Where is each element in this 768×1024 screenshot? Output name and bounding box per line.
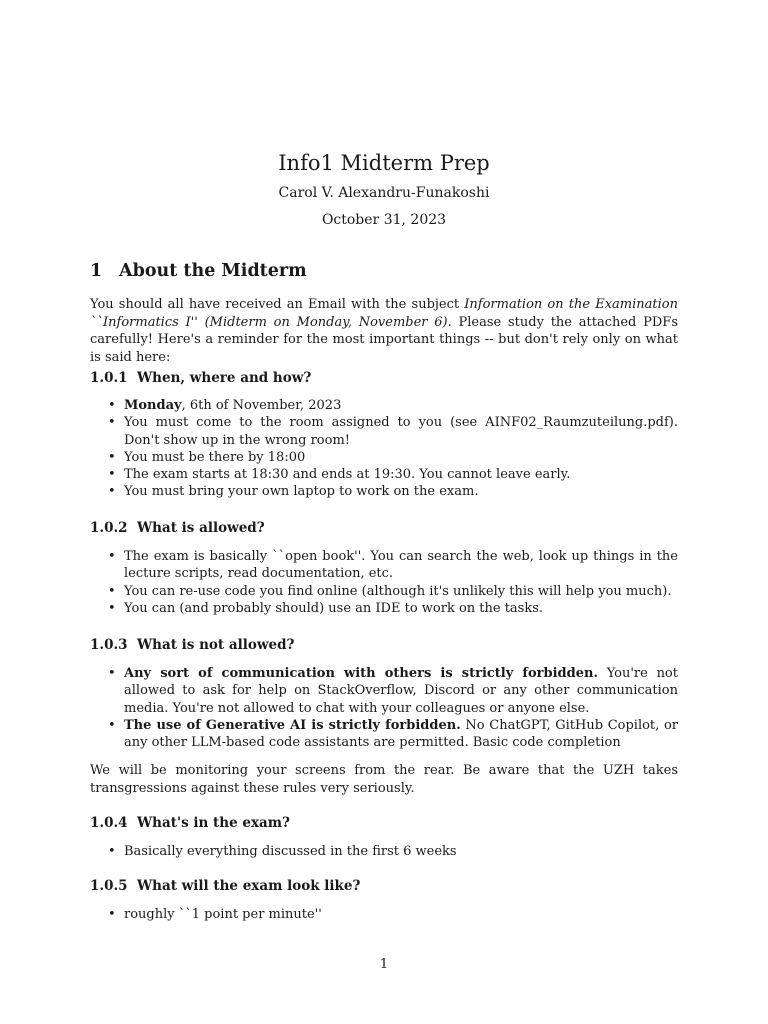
list-item: • roughly ``1 point per minute'': [124, 906, 678, 923]
subsection-number: 1.0.4: [90, 815, 128, 831]
item-text: You're not allowed to ask for help on StackOverflow, Discord or any other communication media. You're not allowed to chat with your colleagues or anyone else.: [124, 666, 678, 716]
subsection-heading: [90, 637, 294, 653]
subsection-title: What is allowed?: [137, 520, 265, 536]
section-heading: [90, 261, 307, 281]
subsection-number: 1.0.5: [90, 878, 128, 894]
subsection-title: What is not allowed?: [137, 637, 295, 653]
intro-text-continued: Please study the attached PDFs carefully! Here's a reminder for the most important things -- but don't rely only on what is said here:: [90, 314, 678, 365]
subsection-heading: [90, 370, 311, 386]
subsection-number: 1.0.2: [90, 520, 128, 536]
bullet-list: [90, 548, 678, 617]
intro-text: You should all have received an Email with the subject: [90, 297, 465, 312]
bullet-list: [90, 665, 678, 751]
bold-text: Monday: [124, 398, 182, 413]
list-item: [124, 665, 678, 717]
document-date: October 31, 2023: [321, 212, 447, 228]
subsection-title: When, where and how?: [137, 370, 312, 386]
subsection-title: What's in the exam?: [137, 815, 290, 831]
bullet-list: [90, 906, 678, 923]
list-item: • You can re-use code you find online (although it's unlikely this will help you much).: [124, 583, 678, 600]
list-item: • The exam starts at 18:30 and ends at 19:30. You cannot leave early.: [124, 466, 678, 483]
document-author: Carol V. Alexandru-Funakoshi: [278, 185, 490, 201]
list-item: • You can (and probably should) use an IDE to work on the tasks.: [124, 600, 678, 617]
subsection-heading: [90, 878, 360, 894]
list-item: • You must come to the room assigned to you (see AINF02_Raumzuteilung.pdf). Don't show up in the wrong room!: [124, 414, 678, 449]
item-text: , 6th of November, 2023: [181, 398, 342, 413]
bullet-list: [90, 397, 678, 501]
subsection-number: 1.0.3: [90, 637, 128, 653]
list-item: [124, 717, 678, 752]
document-title: Info1 Midterm Prep: [278, 151, 490, 175]
subsection-title: What will the exam look like?: [137, 878, 361, 894]
list-item: • Basically everything discussed in the first 6 weeks: [124, 843, 678, 860]
subsection-number: 1.0.1: [90, 370, 128, 386]
subsection-heading: [90, 520, 265, 536]
bold-text: Any sort of communication with others is strictly forbidden.: [124, 666, 598, 681]
subsection-heading: [90, 815, 290, 831]
email-subject: Information on the Examination ``Informatics I'' (Midterm on Monday, November 6).: [90, 297, 678, 330]
bullet-list: [90, 843, 678, 860]
section-intro: [90, 296, 678, 366]
monitoring-note: We will be monitoring your screens from the rear. Be aware that the UZH takes transgressions against these rules very seriously.: [90, 763, 678, 796]
list-item: • You must bring your own laptop to work on the exam.: [124, 483, 678, 500]
bold-text: The use of Generative AI is strictly forbidden.: [124, 717, 461, 733]
item-text: No ChatGPT, GitHub Copilot, or any other LLM-based code assistants are permitted. Basic code completion: [124, 717, 678, 751]
list-item: • The exam is basically ``open book''. You can search the web, look up things in the lecture scripts, read documentation, etc.: [124, 548, 678, 583]
list-item: [124, 397, 678, 414]
section-number: 1: [90, 261, 103, 281]
page-number: 1: [379, 957, 389, 972]
list-item: • You must be there by 18:00: [124, 449, 678, 466]
section-title: About the Midterm: [119, 261, 307, 281]
